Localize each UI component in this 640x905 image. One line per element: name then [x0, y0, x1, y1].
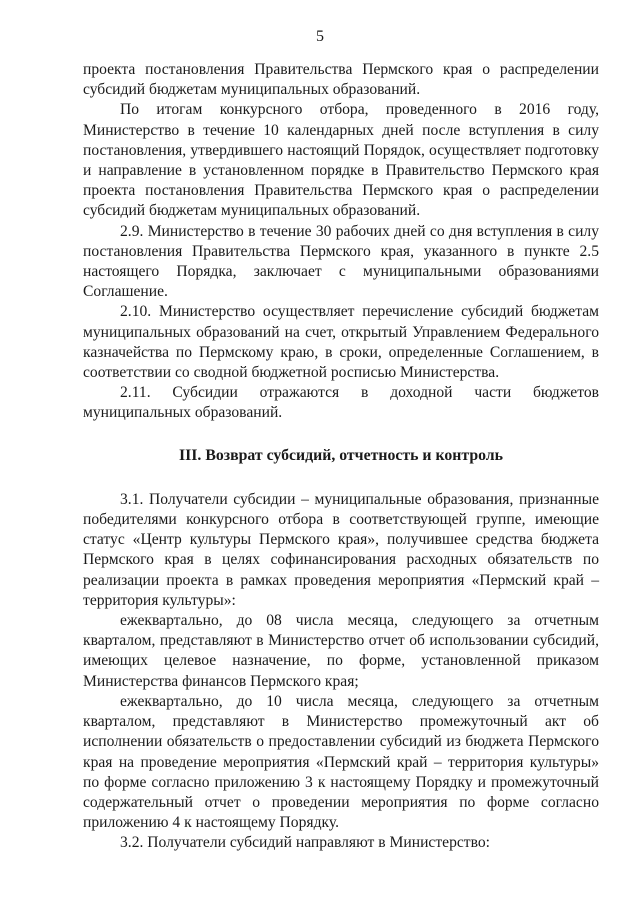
paragraph-3-1: 3.1. Получатели субсидии – муниципальные образования, признанные победителями конкурсного отбора в соответствующей группе, имеющие статус «Центр культуры Пермского края», получившее средства бюджета Пермского края в целях софинансирования расходных обязательств по реализации проекта в рамках проведения мероприятия «Пермский край – территория культуры»:: [83, 490, 599, 609]
paragraph-3-2: 3.2. Получатели субсидий направляют в Министерство:: [120, 834, 491, 852]
paragraph-quarterly-act: ежеквартально, до 10 числа месяца, следующего за отчетным кварталом, представляют в Министерство промежуточный акт об исполнении обязательств о предоставлении субсидий из бюджета Пермского края на проведение мероприятия «Пермский край – территория культуры» по форме согласно приложению 3 к настоящему Порядку и промежуточный содержательный отчет о проведении мероприятия по форме согласно приложению 4 к настоящему Порядку.: [83, 692, 599, 832]
paragraph-quarterly-report: ежеквартально, до 08 числа месяца, следующего за отчетным кварталом, представляют в Министерство отчет об использовании субсидий, имеющих целевое назначение, по форме, установленной приказом Министерства финансов Пермского края;: [83, 612, 599, 690]
paragraph-2-9: 2.9. Министерство в течение 30 рабочих дней со дня вступления в силу постановления Правительства Пермского края, указанного в пункте 2.5 настоящего Порядка, заключает с муниципальными образованиями Соглашение.: [83, 222, 599, 301]
paragraph-continuation: проекта постановления Правительства Пермского края о распределении субсидий бюджетам муниципальных образований.: [83, 61, 599, 99]
page-number: 5: [316, 28, 324, 45]
section-heading: III. Возврат субсидий, отчетность и контроль: [178, 446, 504, 464]
paragraph-contest-2016: По итогам конкурсного отбора, проведенного в 2016 году, Министерство в течение 10 календарных дней после вступления в силу постановления, утвердившего настоящий Порядок, осуществляет подготовку и направление в установленном порядке в Правительство Пермского края проекта постановления Правительства Пермского края о распределении субсидий бюджетам муниципальных образований.: [83, 101, 599, 220]
paragraph-2-10: 2.10. Министерство осуществляет перечисление субсидий бюджетам муниципальных образований на счет, открытый Управлением Федерального казначейства по Пермскому краю, в сроки, определенные Соглашением, в соответствии со сводной бюджетной росписью Министерства.: [83, 303, 599, 382]
document-body: [83, 60, 599, 854]
paragraph-2-11: 2.11. Субсидии отражаются в доходной части бюджетов муниципальных образований.: [83, 384, 599, 422]
